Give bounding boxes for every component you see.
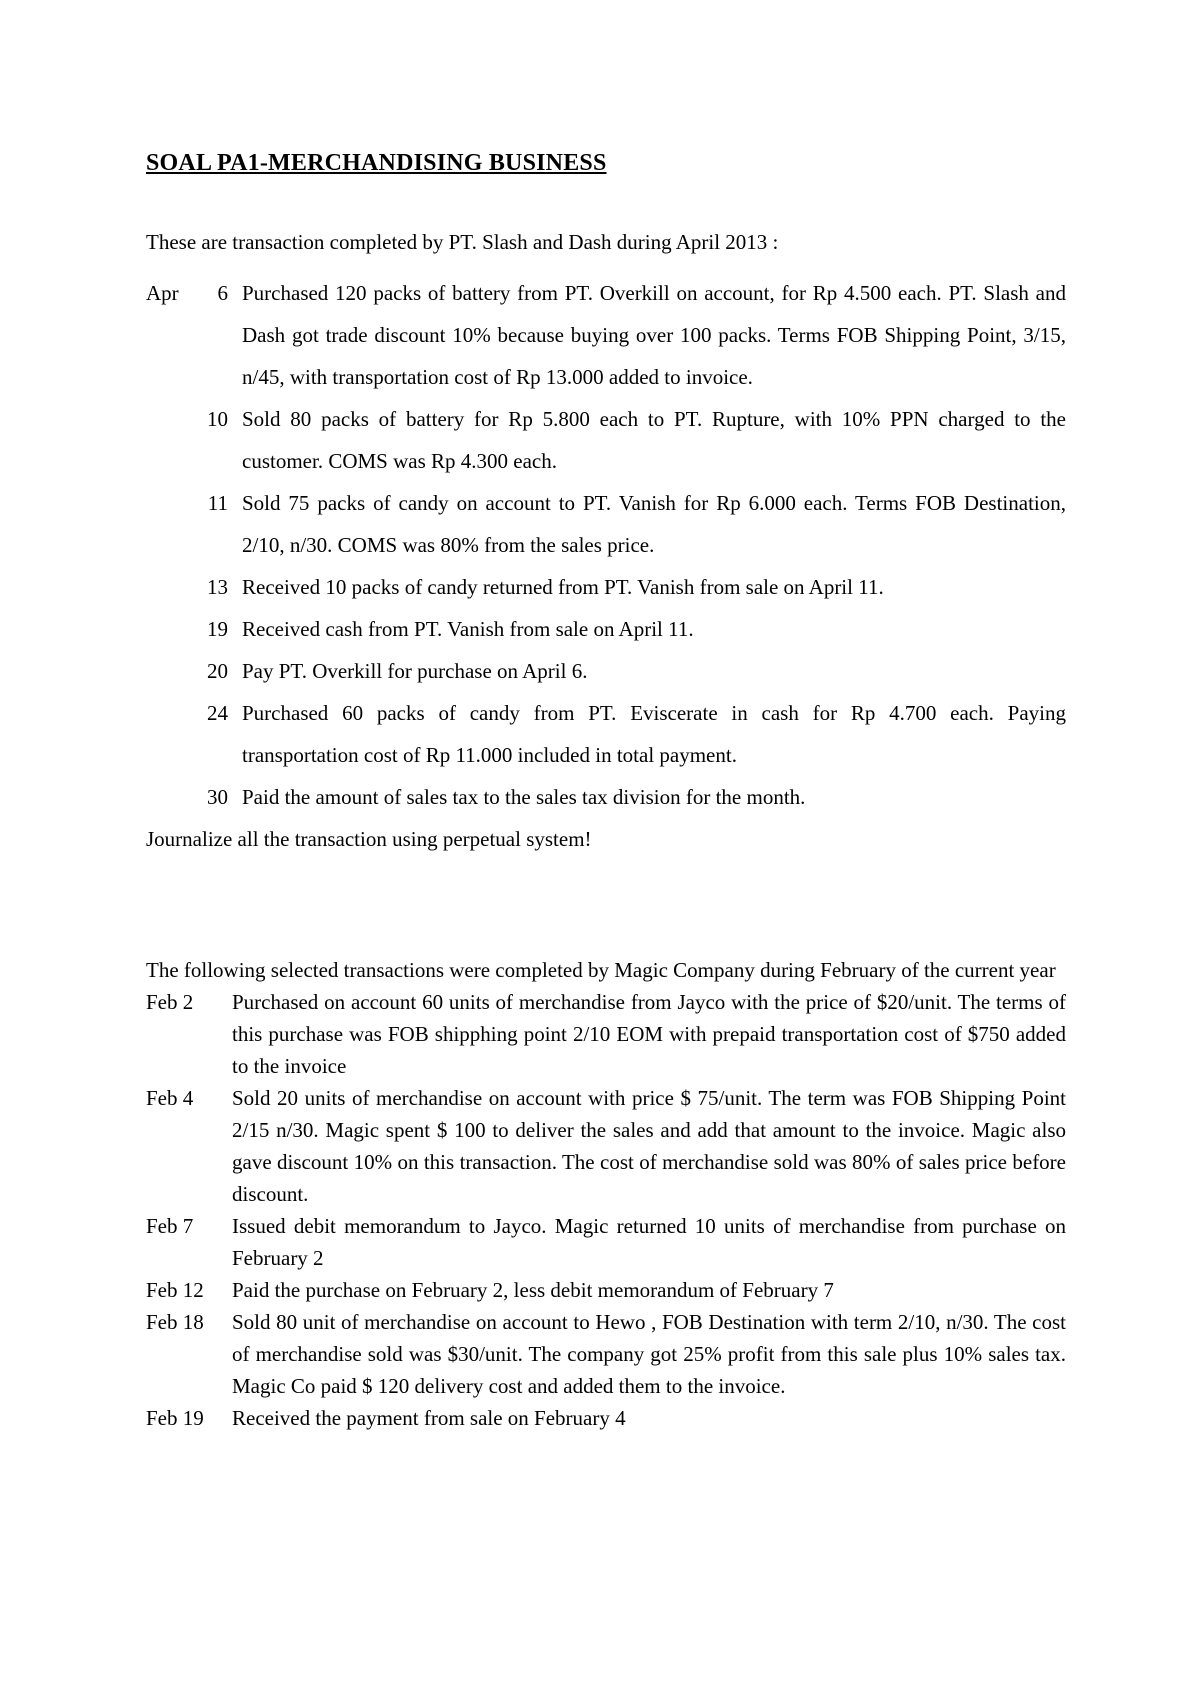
transaction-date: Feb 2 — [146, 990, 194, 1014]
transaction-day: 20 — [207, 659, 228, 683]
transaction-date: Feb 4 — [146, 1086, 194, 1110]
transaction-item — [146, 398, 1066, 482]
transaction-item — [146, 608, 1066, 650]
transaction-text: Sold 80 packs of battery for Rp 5.800 each to PT. Rupture, with 10% PPN charged to the customer. COMS was Rp 4.300 each. — [242, 407, 1066, 473]
section2-transaction-list — [146, 954, 1066, 1434]
transaction-text: Received cash from PT. Vanish from sale on April 11. — [242, 617, 694, 641]
transaction-text: Paid the purchase on February 2, less debit memorandum of February 7 — [232, 1278, 834, 1302]
transaction-day: 10 — [207, 407, 228, 431]
transaction-item — [146, 1210, 1066, 1274]
transaction-text: Received the payment from sale on February 4 — [232, 1406, 626, 1430]
transaction-item — [146, 1402, 1066, 1434]
transaction-text: Purchased 60 packs of candy from PT. Eviscerate in cash for Rp 4.700 each. Paying transportation cost of Rp 11.000 included in total payment. — [242, 701, 1066, 767]
transaction-month: Apr — [146, 281, 179, 305]
transaction-day: 24 — [207, 701, 228, 725]
transaction-item — [146, 1082, 1066, 1210]
transaction-date: Feb 18 — [146, 1310, 204, 1334]
section1-instruction: Journalize all the transaction using perpetual system! — [146, 827, 592, 851]
transaction-item — [146, 1274, 1066, 1306]
section2-intro: The following selected transactions were completed by Magic Company during February of the current year — [146, 958, 1056, 982]
section1-intro: These are transaction completed by PT. Slash and Dash during April 2013 : — [146, 230, 779, 254]
transaction-item — [146, 692, 1066, 776]
transaction-item — [146, 986, 1066, 1082]
document-title: SOAL PA1-MERCHANDISING BUSINESS — [146, 150, 607, 176]
transaction-item — [146, 1306, 1066, 1402]
transaction-text: Pay PT. Overkill for purchase on April 6. — [242, 659, 588, 683]
section1-transaction-list — [146, 272, 1066, 860]
transaction-day: 19 — [207, 617, 228, 641]
transaction-item — [146, 482, 1066, 566]
transaction-date: Feb 7 — [146, 1214, 194, 1238]
transaction-day: 30 — [207, 785, 228, 809]
transaction-date: Feb 19 — [146, 1406, 204, 1430]
transaction-item — [146, 650, 1066, 692]
transaction-item — [146, 776, 1066, 818]
transaction-text: Sold 75 packs of candy on account to PT. Vanish for Rp 6.000 each. Terms FOB Destination, 2/10, n/30. COMS was 80% from the sales price. — [242, 491, 1066, 557]
transaction-item — [146, 272, 1066, 398]
transaction-text: Sold 80 unit of merchandise on account to Hewo , FOB Destination with term 2/10, n/30. The cost of merchandise sold was $30/unit. The company got 25% profit from this sale plus 10% sales tax. Magic Co paid $ 120 delivery cost and added them to the invoice. — [232, 1310, 1066, 1398]
transaction-text: Paid the amount of sales tax to the sales tax division for the month. — [242, 785, 806, 809]
transaction-text: Sold 20 units of merchandise on account with price $ 75/unit. The term was FOB Shipping Point 2/15 n/30. Magic spent $ 100 to deliver the sales and add that amount to the invoice. Magic also gave discount 10% on this transaction. The cost of merchandise sold was 80% of sales price before discount. — [232, 1086, 1066, 1206]
transaction-text: Purchased on account 60 units of merchandise from Jayco with the price of $20/unit. The terms of this purchase was FOB shipphing point 2/10 EOM with prepaid transportation cost of $750 added to the invoice — [232, 990, 1066, 1078]
transaction-text: Received 10 packs of candy returned from PT. Vanish from sale on April 11. — [242, 575, 884, 599]
transaction-text: Issued debit memorandum to Jayco. Magic returned 10 units of merchandise from purchase on February 2 — [232, 1214, 1066, 1270]
transaction-day: 6 — [217, 281, 228, 305]
transaction-day: 13 — [207, 575, 228, 599]
transaction-text: Purchased 120 packs of battery from PT. Overkill on account, for Rp 4.500 each. PT. Slash and Dash got trade discount 10% because buying over 100 packs. Terms FOB Shipping Point, 3/15, n/45, with transportation cost of Rp 13.000 added to invoice. — [242, 281, 1066, 389]
transaction-date: Feb 12 — [146, 1278, 204, 1302]
transaction-day: 11 — [207, 491, 228, 515]
transaction-item — [146, 566, 1066, 608]
